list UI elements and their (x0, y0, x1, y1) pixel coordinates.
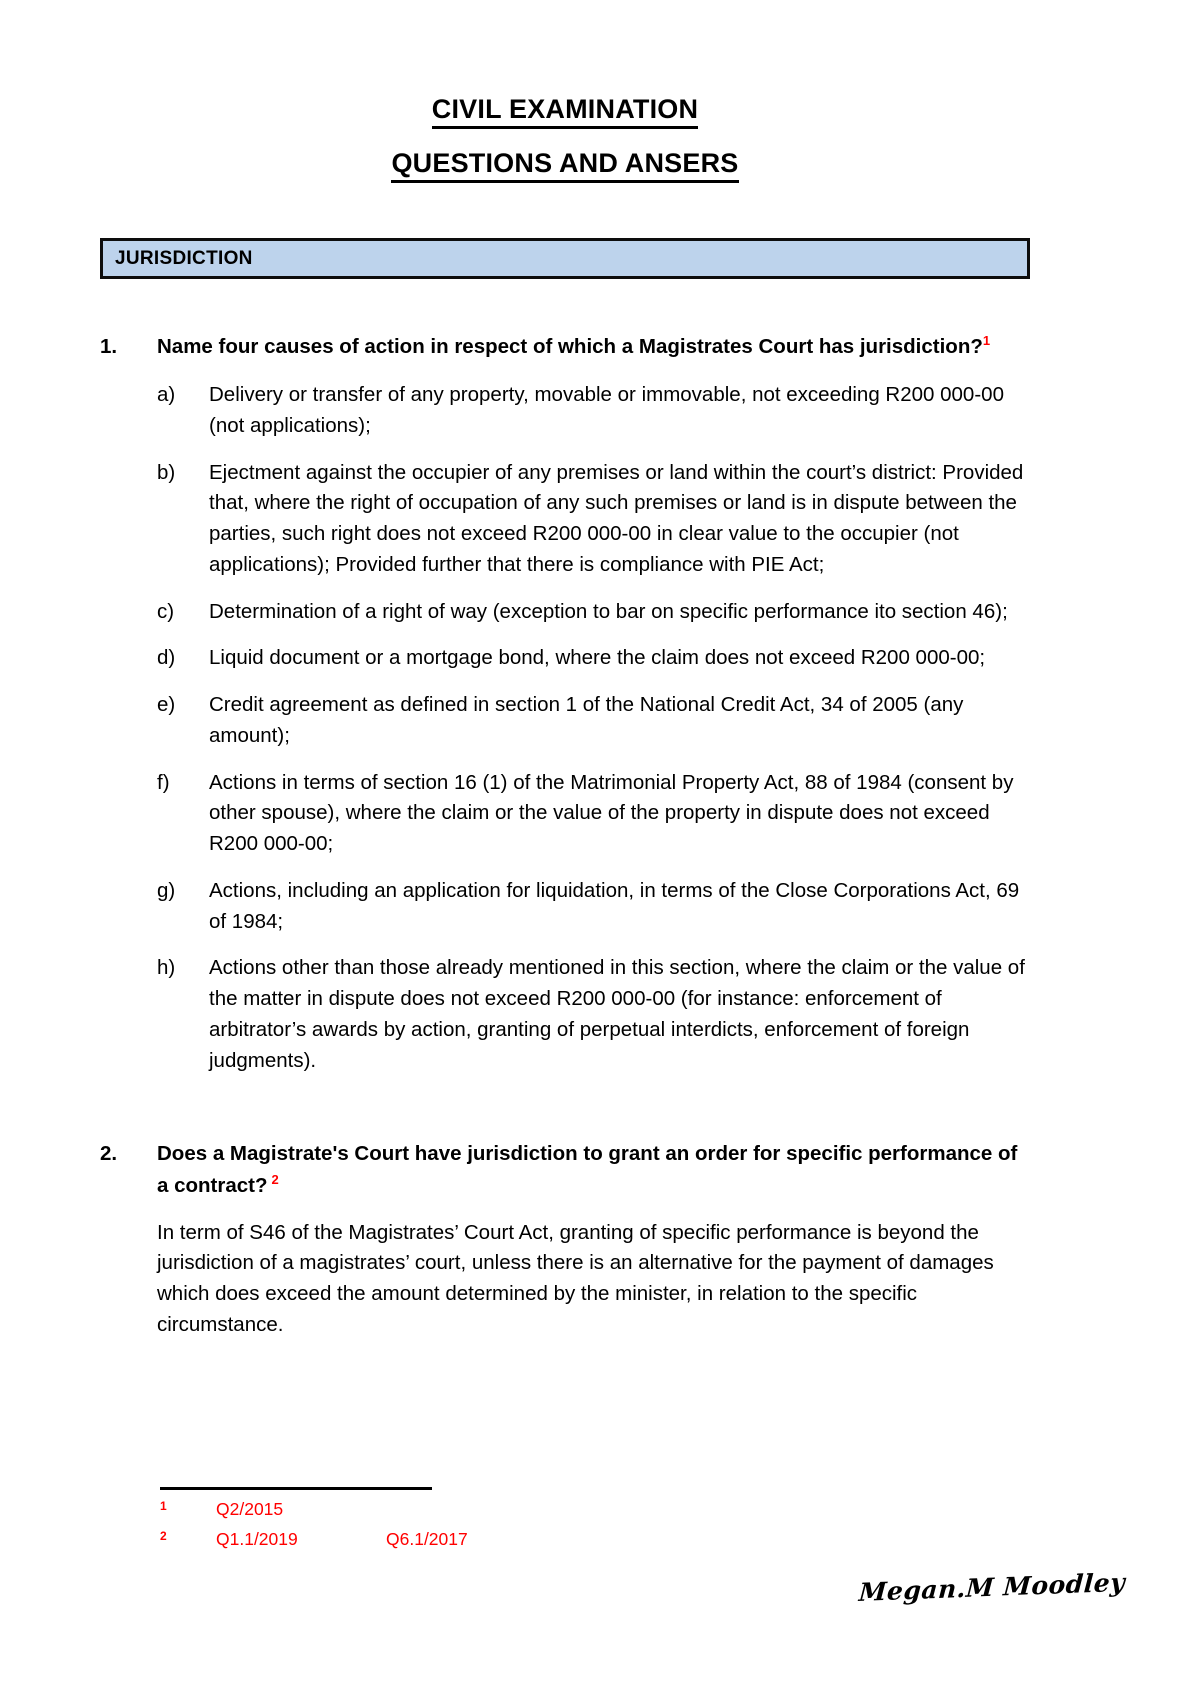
list-item-marker: d) (157, 646, 176, 670)
footnote-separator-rule (160, 1487, 432, 1490)
document-body (100, 0, 1030, 1341)
list-item-marker: a) (157, 383, 176, 407)
list-item-marker: f) (157, 770, 170, 794)
document-title-line-2-text: QUESTIONS AND ANSERS (391, 148, 738, 183)
question-1 (100, 331, 1030, 362)
list-item-text: Credit agreement as defined in section 1 of the National Credit Act, 34 of 2005 (any amount); (209, 693, 964, 747)
list-item (157, 953, 1030, 1076)
list-item (157, 597, 1030, 628)
list-item-text: Ejectment against the occupier of any premises or land within the court’s district: Provided that, where the right of occupation of any such premises or land is in dispute between the parties, such right does not exceed R200 000-00 in clear value to the occupier (not applications); Provided further that there is compliance with PIE Act; (209, 460, 1024, 576)
list-item-marker: h) (157, 956, 176, 980)
list-item (157, 876, 1030, 938)
list-item-text: Delivery or transfer of any property, movable or immovable, not exceeding R200 000-00 (not applications); (209, 383, 1004, 437)
question-1-prompt: Name four causes of action in respect of which a Magistrates Court has jurisdiction? (157, 335, 983, 358)
list-item (157, 768, 1030, 860)
footnotes-section (160, 1487, 1020, 1559)
list-item (157, 690, 1030, 752)
footnote-ref: Q6.1/2017 (386, 1529, 468, 1549)
section-heading-band (100, 238, 1030, 279)
list-item-text: Liquid document or a mortgage bond, where the claim does not exceed R200 000-00; (209, 646, 986, 670)
question-1-number: 1. (100, 335, 118, 358)
question-1-answer-list (157, 380, 1030, 1076)
list-item-marker: c) (157, 599, 175, 623)
document-title-line-1-text: CIVIL EXAMINATION (432, 94, 698, 129)
question-2-number: 2. (100, 1142, 118, 1166)
footnote-marker: 1 (160, 1499, 167, 1513)
question-2-footnote-marker: 2 (271, 1171, 279, 1187)
list-item-marker: b) (157, 460, 176, 484)
list-item-marker: e) (157, 693, 176, 717)
list-item-text: Determination of a right of way (exception to bar on specific performance ito section 46); (209, 599, 1008, 623)
list-item (157, 458, 1030, 581)
list-item (157, 643, 1030, 674)
signature: Megan.M Moodley (858, 1567, 1127, 1607)
list-item-text: Actions, including an application for liquidation, in terms of the Close Corporations Act, 69 of 1984; (209, 878, 1020, 933)
footnote-ref: Q2/2015 (216, 1499, 284, 1519)
list-item-text: Actions other than those already mentioned in this section, where the claim or the value of the matter in dispute does not exceed R200 000-00 (for instance: enforcement of arbitrator’s awards by action, granting of perpetual interdicts, enforcement of foreign judgments). (209, 956, 1025, 1072)
document-title-line-2 (100, 150, 1030, 177)
footnote-row (160, 1529, 1020, 1550)
document-title-line-1 (100, 96, 1030, 123)
list-item (157, 380, 1030, 442)
footnote-text (216, 1529, 556, 1550)
question-1-text (157, 331, 1030, 362)
footnote-marker: 2 (160, 1529, 167, 1543)
footnote-text (216, 1499, 386, 1520)
question-1-footnote-marker: 1 (982, 333, 991, 349)
footnote-row (160, 1499, 1020, 1520)
question-2 (100, 1138, 1030, 1200)
question-2-text (157, 1138, 1030, 1200)
list-item-text: Actions in terms of section 16 (1) of the Matrimonial Property Act, 88 of 1984 (consent by other spouse), where the claim or the value of the property in dispute does not exceed R200 000-00; (209, 770, 1014, 856)
list-item-marker: g) (157, 878, 176, 902)
question-2-answer: In term of S46 of the Magistrates’ Court Act, granting of specific performance is beyond the jurisdiction of a magistrates’ court, unless there is an alternative for the payment of damages which does exceed the amount determined by the minister, in relation to the specific circumstance. (157, 1220, 994, 1336)
section-heading-label: JURISDICTION (115, 247, 253, 269)
question-2-prompt: Does a Magistrate's Court have jurisdiction to grant an order for specific performance of a contract? (157, 1142, 1018, 1197)
footnote-ref: Q1.1/2019 (216, 1529, 298, 1549)
